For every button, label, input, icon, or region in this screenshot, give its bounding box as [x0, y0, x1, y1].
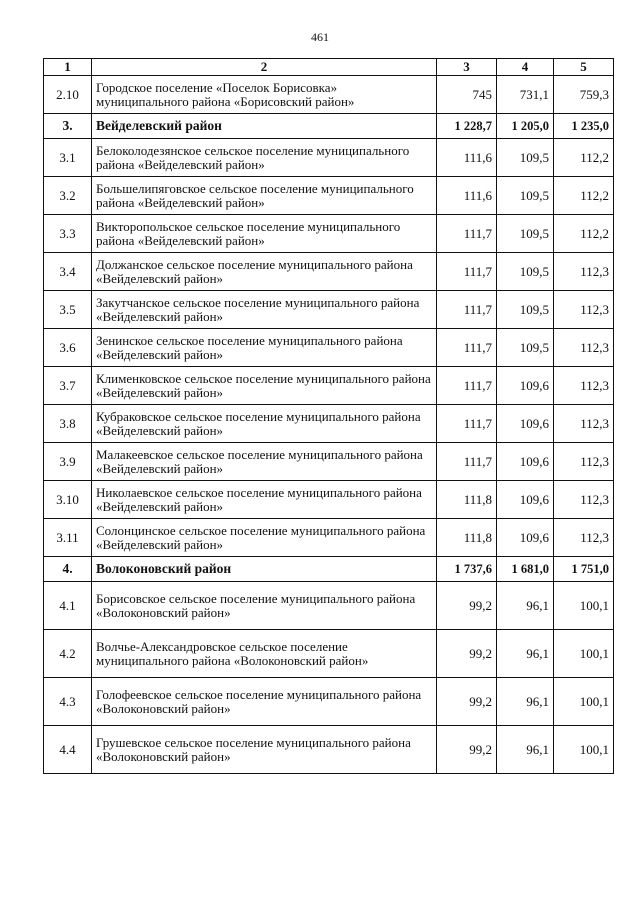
table-body	[44, 76, 614, 774]
row-value-col5-cell: 112,3	[554, 291, 614, 329]
row-value-col4-cell: 109,5	[497, 291, 554, 329]
column-header-5: 5	[554, 59, 614, 76]
row-value-col3-cell: 111,7	[437, 329, 497, 367]
row-value-col5-cell: 100,1	[554, 582, 614, 630]
row-code-cell: 4.4	[44, 726, 92, 774]
table-header-row	[44, 59, 614, 76]
table-row	[44, 519, 614, 557]
row-code-cell: 3.5	[44, 291, 92, 329]
row-value-col3-cell: 1 737,6	[437, 557, 497, 582]
row-value-col4-cell: 109,5	[497, 215, 554, 253]
table-row-region	[44, 557, 614, 582]
table-row	[44, 481, 614, 519]
row-value-col5-cell: 112,3	[554, 481, 614, 519]
table-row	[44, 139, 614, 177]
row-value-col5-cell: 112,3	[554, 443, 614, 481]
row-name-cell: Вейделевский район	[92, 114, 437, 139]
row-value-col4-cell: 109,5	[497, 329, 554, 367]
row-name-cell: Волоконовский район	[92, 557, 437, 582]
row-code-cell: 3.3	[44, 215, 92, 253]
row-value-col4-cell: 96,1	[497, 582, 554, 630]
row-value-col4-cell: 96,1	[497, 726, 554, 774]
row-value-col3-cell: 111,7	[437, 215, 497, 253]
row-value-col4-cell: 109,5	[497, 253, 554, 291]
row-code-cell: 3.1	[44, 139, 92, 177]
row-name-cell: Большелипяговское сельское поселение муниципального района «Вейделевский район»	[92, 177, 437, 215]
row-code-cell: 4.1	[44, 582, 92, 630]
row-code-cell: 4.	[44, 557, 92, 582]
row-value-col3-cell: 99,2	[437, 582, 497, 630]
row-value-col3-cell: 111,6	[437, 139, 497, 177]
row-value-col3-cell: 99,2	[437, 630, 497, 678]
row-value-col5-cell: 112,2	[554, 177, 614, 215]
row-value-col3-cell: 1 228,7	[437, 114, 497, 139]
row-code-cell: 3.2	[44, 177, 92, 215]
row-code-cell: 4.2	[44, 630, 92, 678]
row-value-col4-cell: 96,1	[497, 678, 554, 726]
row-code-cell: 3.4	[44, 253, 92, 291]
row-value-col3-cell: 111,7	[437, 253, 497, 291]
row-value-col5-cell: 100,1	[554, 630, 614, 678]
page-number: 461	[311, 30, 329, 44]
table-row	[44, 405, 614, 443]
row-value-col5-cell: 112,3	[554, 329, 614, 367]
row-value-col4-cell: 109,6	[497, 519, 554, 557]
row-value-col3-cell: 111,7	[437, 291, 497, 329]
column-header-2: 2	[92, 59, 437, 76]
row-value-col4-cell: 109,5	[497, 139, 554, 177]
row-value-col3-cell: 99,2	[437, 726, 497, 774]
row-code-cell: 3.8	[44, 405, 92, 443]
table-row	[44, 443, 614, 481]
row-name-cell: Грушевское сельское поселение муниципального района «Волоконовский район»	[92, 726, 437, 774]
table-row	[44, 177, 614, 215]
row-name-cell: Должанское сельское поселение муниципального района «Вейделевский район»	[92, 253, 437, 291]
row-value-col5-cell: 112,3	[554, 405, 614, 443]
row-value-col5-cell: 112,2	[554, 139, 614, 177]
table-row	[44, 367, 614, 405]
row-value-col5-cell: 759,3	[554, 76, 614, 114]
row-code-cell: 2.10	[44, 76, 92, 114]
row-name-cell: Городское поселение «Поселок Борисовка» муниципального района «Борисовский район»	[92, 76, 437, 114]
budget-table	[43, 58, 614, 774]
row-value-col3-cell: 111,7	[437, 405, 497, 443]
row-code-cell: 3.10	[44, 481, 92, 519]
table-row	[44, 76, 614, 114]
row-code-cell: 4.3	[44, 678, 92, 726]
row-value-col4-cell: 731,1	[497, 76, 554, 114]
row-value-col4-cell: 109,5	[497, 177, 554, 215]
row-value-col3-cell: 111,7	[437, 367, 497, 405]
row-value-col3-cell: 99,2	[437, 678, 497, 726]
row-code-cell: 3.6	[44, 329, 92, 367]
table-row	[44, 215, 614, 253]
table-row	[44, 726, 614, 774]
row-value-col3-cell: 111,8	[437, 481, 497, 519]
table-row	[44, 630, 614, 678]
row-name-cell: Закутчанское сельское поселение муниципального района «Вейделевский район»	[92, 291, 437, 329]
row-value-col4-cell: 109,6	[497, 367, 554, 405]
row-code-cell: 3.7	[44, 367, 92, 405]
row-value-col4-cell: 96,1	[497, 630, 554, 678]
row-name-cell: Викторопольское сельское поселение муниципального района «Вейделевский район»	[92, 215, 437, 253]
row-code-cell: 3.9	[44, 443, 92, 481]
row-name-cell: Кубраковское сельское поселение муниципального района «Вейделевский район»	[92, 405, 437, 443]
row-code-cell: 3.11	[44, 519, 92, 557]
row-value-col3-cell: 111,8	[437, 519, 497, 557]
row-value-col4-cell: 1 681,0	[497, 557, 554, 582]
row-value-col4-cell: 109,6	[497, 443, 554, 481]
row-value-col5-cell: 100,1	[554, 726, 614, 774]
table-row	[44, 582, 614, 630]
row-value-col3-cell: 111,6	[437, 177, 497, 215]
row-name-cell: Борисовское сельское поселение муниципального района «Волоконовский район»	[92, 582, 437, 630]
row-name-cell: Волчье-Александровское сельское поселение муниципального района «Волоконовский район»	[92, 630, 437, 678]
column-header-3: 3	[437, 59, 497, 76]
column-header-4: 4	[497, 59, 554, 76]
table-row-region	[44, 114, 614, 139]
row-value-col5-cell: 1 235,0	[554, 114, 614, 139]
row-value-col4-cell: 1 205,0	[497, 114, 554, 139]
table-row	[44, 678, 614, 726]
row-value-col5-cell: 112,3	[554, 367, 614, 405]
table-row	[44, 291, 614, 329]
row-name-cell: Клименковское сельское поселение муниципального района «Вейделевский район»	[92, 367, 437, 405]
row-value-col4-cell: 109,6	[497, 481, 554, 519]
row-value-col5-cell: 112,3	[554, 519, 614, 557]
row-name-cell: Белоколодезянское сельское поселение муниципального района «Вейделевский район»	[92, 139, 437, 177]
row-value-col5-cell: 1 751,0	[554, 557, 614, 582]
row-value-col5-cell: 100,1	[554, 678, 614, 726]
table-row	[44, 253, 614, 291]
row-value-col3-cell: 111,7	[437, 443, 497, 481]
table-row	[44, 329, 614, 367]
row-name-cell: Малакеевское сельское поселение муниципального района «Вейделевский район»	[92, 443, 437, 481]
row-value-col3-cell: 745	[437, 76, 497, 114]
row-name-cell: Зенинское сельское поселение муниципального района «Вейделевский район»	[92, 329, 437, 367]
row-value-col4-cell: 109,6	[497, 405, 554, 443]
row-value-col5-cell: 112,3	[554, 253, 614, 291]
column-header-1: 1	[44, 59, 92, 76]
row-name-cell: Николаевское сельское поселение муниципального района «Вейделевский район»	[92, 481, 437, 519]
row-name-cell: Солонцинское сельское поселение муниципального района «Вейделевский район»	[92, 519, 437, 557]
row-value-col5-cell: 112,2	[554, 215, 614, 253]
row-name-cell: Голофеевское сельское поселение муниципального района «Волоконовский район»	[92, 678, 437, 726]
row-code-cell: 3.	[44, 114, 92, 139]
